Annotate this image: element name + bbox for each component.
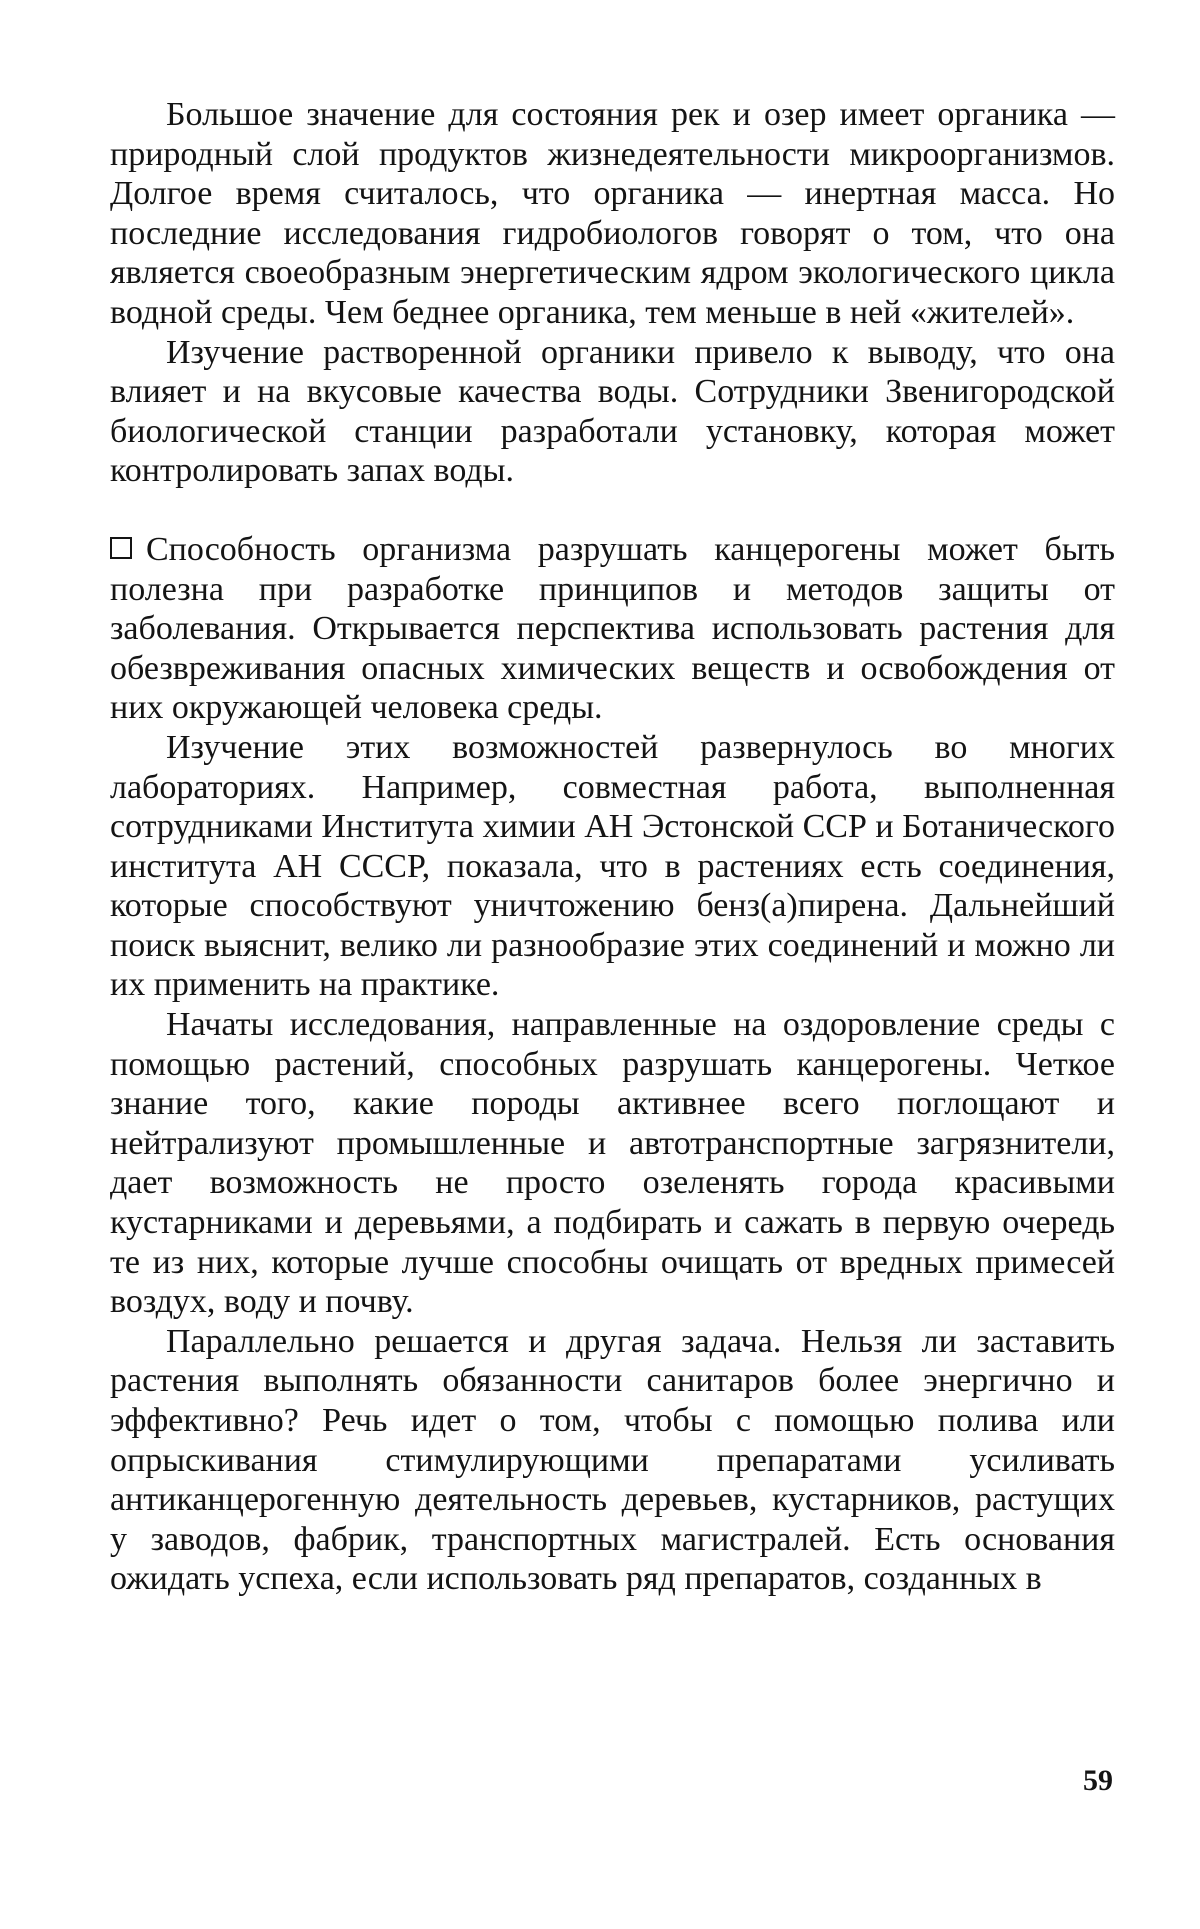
paragraph-4: Изучение этих возможностей развернулось во многих лабораториях. Например, совместная работа, выполненная сотрудниками Института химии АН Эстонской ССР и Ботанического института АН СССР, показала, что в растениях есть соединения, которые способствуют уничтожению бенз(а)пирена. Дальнейший поиск выяснит, велико ли разнообразие этих соединений и можно ли их применить на практике. (110, 728, 1115, 1004)
square-box-icon (110, 537, 132, 559)
paragraph-3-section-start (110, 530, 1115, 728)
paragraph-2: Изучение растворенной органики привело к выводу, что она влияет и на вкусовые качества воды. Сотрудники Звенигородской биологической станции разработали установку, которая может контролировать запах воды. (110, 333, 1115, 490)
paragraph-6: Параллельно решается и другая задача. Нельзя ли заставить растения выполнять обязанности санитаров более энергично и эффективно? Речь идет о том, чтобы с помощью полива или опрыскивания стимулирующими препаратами усиливать антиканцерогенную деятельность деревьев, кустарников, растущих у заводов, фабрик, транспортных магистралей. Есть основания ожидать успеха, если использовать ряд препаратов, созданных в (110, 1322, 1115, 1598)
paragraph-1: Большое значение для состояния рек и озер имеет органика — природный слой продуктов жизнедеятельности микроорганизмов. Долгое время считалось, что органика — инертная масса. Но последние исследования гидробиологов говорят о том, что она является своеобразным энергетическим ядром экологического цикла водной среды. Чем беднее органика, тем меньше в ней «жителей». (110, 96, 1115, 331)
page-number: 59 (1083, 1764, 1113, 1797)
paragraph-5: Начаты исследования, направленные на оздоровление среды с помощью растений, способных разрушать канцерогены. Четкое знание того, какие породы активнее всего поглощают и нейтрализуют промышленные и автотранспортные загрязнители, дает возможность не просто озеленять города красивыми кустарниками и деревьями, а подбирать и сажать в первую очередь те из них, которые лучше способны очищать от вредных примесей воздух, воду и почву. (110, 1006, 1115, 1321)
page-body (110, 95, 1115, 1599)
paragraph-3-text: Способность организма разрушать канцерогены может быть полезна при разработке принципов и методов защиты от заболевания. Открывается перспектива использовать растения для обезвреживания опасных химических веществ и освобождения от них окружающей человека среды. (110, 530, 1115, 727)
